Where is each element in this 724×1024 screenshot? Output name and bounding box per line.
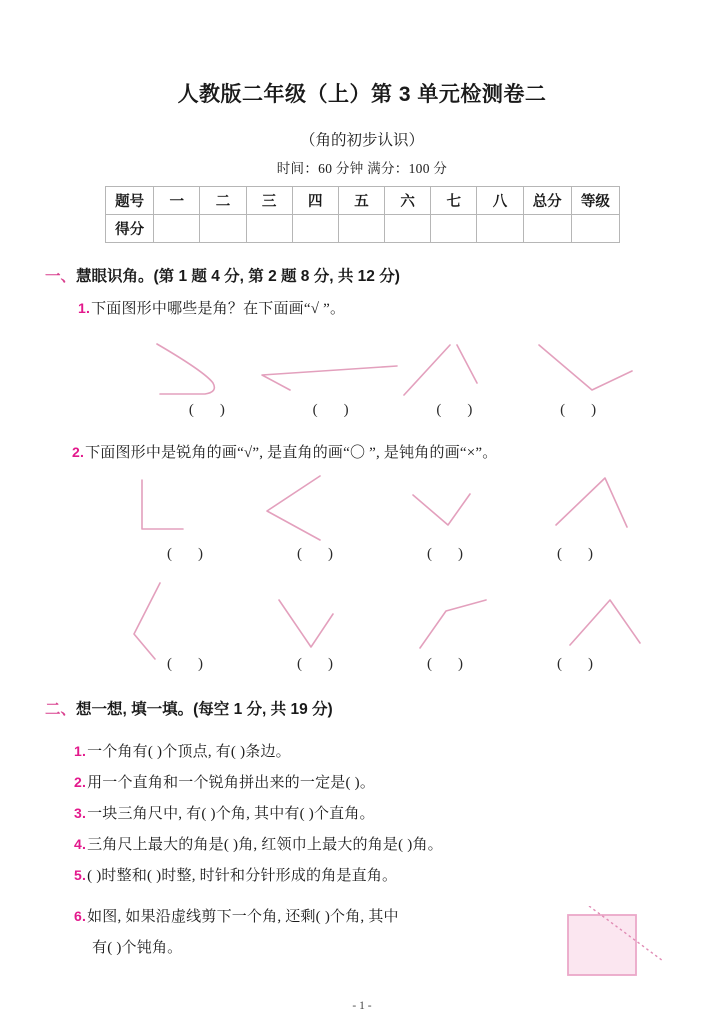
col-header-5: 五 bbox=[338, 187, 384, 215]
close-paren: ) bbox=[588, 546, 593, 562]
table-row-scores bbox=[106, 215, 620, 243]
open-paren: ( bbox=[436, 402, 442, 418]
close-paren: ) bbox=[591, 402, 597, 418]
answer-blank-q1-4[interactable] bbox=[516, 402, 640, 419]
answer-blank-q2-4[interactable] bbox=[510, 546, 640, 563]
col-header-total: 总分 bbox=[523, 187, 571, 215]
answer-blank-q2-7[interactable] bbox=[380, 656, 510, 673]
figure-v-angle-open bbox=[279, 600, 333, 647]
open-paren: ( bbox=[427, 656, 432, 672]
score-cell-grade[interactable] bbox=[571, 215, 619, 243]
question-text-2-6-cont[interactable]: 有( )个钝角。 bbox=[92, 940, 183, 956]
col-header-1: 一 bbox=[154, 187, 200, 215]
open-paren: ( bbox=[188, 402, 194, 418]
score-cell-5[interactable] bbox=[338, 215, 384, 243]
question-number-2-3: 3. bbox=[74, 805, 87, 821]
close-paren: ) bbox=[588, 656, 593, 672]
answer-blank-q2-3[interactable] bbox=[380, 546, 510, 563]
answer-blank-q2-6[interactable] bbox=[250, 656, 380, 673]
score-cell-1[interactable] bbox=[154, 215, 200, 243]
figure-obtuse-angle-bend-upper-left bbox=[420, 600, 486, 648]
question-number-2-6: 6. bbox=[74, 908, 87, 924]
question-2-5 bbox=[74, 864, 397, 885]
close-paren: ) bbox=[343, 402, 349, 418]
section-heading-1 bbox=[45, 264, 400, 286]
figure-acute-angle-left-vertex bbox=[262, 366, 397, 390]
answer-blank-q1-1[interactable] bbox=[145, 402, 269, 419]
open-paren: ( bbox=[167, 656, 172, 672]
score-cell-2[interactable] bbox=[200, 215, 246, 243]
figure-curved-hook-shape bbox=[157, 344, 214, 394]
question-text-1-2: 下面图形中是锐角的画“√”, 是直角的画“〇 ”, 是钝角的画“×”。 bbox=[85, 445, 498, 461]
open-paren: ( bbox=[297, 656, 302, 672]
question-1-1 bbox=[78, 297, 345, 318]
open-paren: ( bbox=[312, 402, 318, 418]
question-1-2 bbox=[72, 441, 497, 462]
answer-blank-q2-8[interactable] bbox=[510, 656, 640, 673]
section-1-title: 慧眼识角。(第 1 题 4 分, 第 2 题 8 分, 共 12 分) bbox=[76, 268, 400, 285]
question-text-2-4[interactable]: 三角尺上最大的角是( )角, 红领巾上最大的角是( )角。 bbox=[87, 837, 443, 853]
question-text-2-5[interactable]: ( )时整和( )时整, 时针和分针形成的角是直角。 bbox=[87, 868, 398, 884]
section-2-number: 二、 bbox=[45, 701, 77, 718]
row-label-question-number: 题号 bbox=[106, 187, 154, 215]
rectangle-with-dashed-cut-line-icon bbox=[567, 906, 667, 986]
answer-row-q2-r2 bbox=[120, 656, 640, 673]
answer-blank-q1-3[interactable] bbox=[393, 402, 517, 419]
question-text-2-3[interactable]: 一块三角尺中, 有( )个角, 其中有( )个直角。 bbox=[87, 806, 375, 822]
question-text-2-6[interactable]: 如图, 如果沿虚线剪下一个角, 还剩( )个角, 其中 bbox=[87, 909, 399, 925]
score-cell-8[interactable] bbox=[477, 215, 523, 243]
figure-inverted-v-angle-steep bbox=[556, 478, 627, 527]
figure-open-rays-gap-shape-left bbox=[404, 345, 450, 395]
open-paren: ( bbox=[560, 402, 566, 418]
open-paren: ( bbox=[427, 546, 432, 562]
close-paren: ) bbox=[219, 402, 225, 418]
open-paren: ( bbox=[167, 546, 172, 562]
score-table-container bbox=[105, 186, 620, 243]
open-paren: ( bbox=[557, 546, 562, 562]
open-paren: ( bbox=[557, 656, 562, 672]
col-header-6: 六 bbox=[385, 187, 431, 215]
section-1-number: 一、 bbox=[45, 268, 77, 285]
answer-blank-q2-1[interactable] bbox=[120, 546, 250, 563]
col-header-2: 二 bbox=[200, 187, 246, 215]
score-cell-7[interactable] bbox=[431, 215, 477, 243]
question-number-2-1: 1. bbox=[74, 743, 87, 759]
figure-open-rays-gap-shape-right bbox=[457, 345, 477, 383]
question-2-3 bbox=[74, 802, 375, 823]
score-cell-3[interactable] bbox=[246, 215, 292, 243]
question-2-6 bbox=[74, 905, 399, 926]
col-header-3: 三 bbox=[246, 187, 292, 215]
close-paren: ) bbox=[198, 546, 203, 562]
score-cell-4[interactable] bbox=[292, 215, 338, 243]
col-header-4: 四 bbox=[292, 187, 338, 215]
answer-blank-q2-5[interactable] bbox=[120, 656, 250, 673]
col-header-8: 八 bbox=[477, 187, 523, 215]
score-cell-total[interactable] bbox=[523, 215, 571, 243]
col-header-7: 七 bbox=[431, 187, 477, 215]
open-paren: ( bbox=[297, 546, 302, 562]
close-paren: ) bbox=[467, 402, 473, 418]
figure-acute-angle-opening-right bbox=[267, 476, 320, 540]
question-number-2-5: 5. bbox=[74, 867, 87, 883]
close-paren: ) bbox=[458, 546, 463, 562]
page-subtitle: （角的初步认识） bbox=[299, 132, 424, 149]
answer-row-q2-r1 bbox=[120, 546, 640, 563]
question-text-2-1[interactable]: 一个角有( )个顶点, 有( )条边。 bbox=[87, 744, 291, 760]
question-text-1-1: 下面图形中哪些是角？在下面画“√ ”。 bbox=[91, 301, 346, 317]
col-header-grade: 等级 bbox=[571, 187, 619, 215]
question-2-6-cont bbox=[92, 936, 182, 957]
answer-blank-q1-2[interactable] bbox=[269, 402, 393, 419]
question-2-1 bbox=[74, 740, 291, 761]
question-2-2 bbox=[74, 771, 375, 792]
question-2-4 bbox=[74, 833, 443, 854]
question-text-2-2[interactable]: 用一个直角和一个锐角拼出来的一定是( )。 bbox=[87, 775, 376, 791]
answer-row-q1 bbox=[145, 402, 640, 419]
question-number-2-4: 4. bbox=[74, 836, 87, 852]
close-paren: ) bbox=[458, 656, 463, 672]
question-number-1-2: 2. bbox=[72, 444, 85, 460]
figure-wide-inverted-v-angle bbox=[570, 600, 640, 645]
score-table bbox=[105, 186, 620, 243]
row-label-score: 得分 bbox=[106, 215, 154, 243]
q6-rectangle-figure bbox=[567, 906, 635, 968]
close-paren: ) bbox=[328, 656, 333, 672]
table-row-headers bbox=[106, 187, 620, 215]
close-paren: ) bbox=[198, 656, 203, 672]
question-number-2-2: 2. bbox=[74, 774, 87, 790]
page-title: 人教版二年级（上）第 3 单元检测卷二 bbox=[177, 83, 547, 106]
close-paren: ) bbox=[328, 546, 333, 562]
section-heading-2 bbox=[45, 697, 333, 719]
answer-blank-q2-2[interactable] bbox=[250, 546, 380, 563]
figure-v-angle-bottom-vertex bbox=[539, 345, 632, 390]
figure-narrow-v-angle bbox=[413, 494, 470, 525]
page-footer: - 1 - bbox=[352, 1000, 372, 1012]
figure-obtuse-angle-opening-right bbox=[134, 583, 160, 659]
question-number-1-1: 1. bbox=[78, 300, 91, 316]
exam-info: 时间：60 分钟 满分：100 分 bbox=[276, 161, 448, 176]
score-cell-6[interactable] bbox=[385, 215, 431, 243]
section-2-title: 想一想, 填一填。(每空 1 分, 共 19 分) bbox=[76, 701, 333, 718]
figure-right-angle-L-shape bbox=[142, 480, 183, 529]
